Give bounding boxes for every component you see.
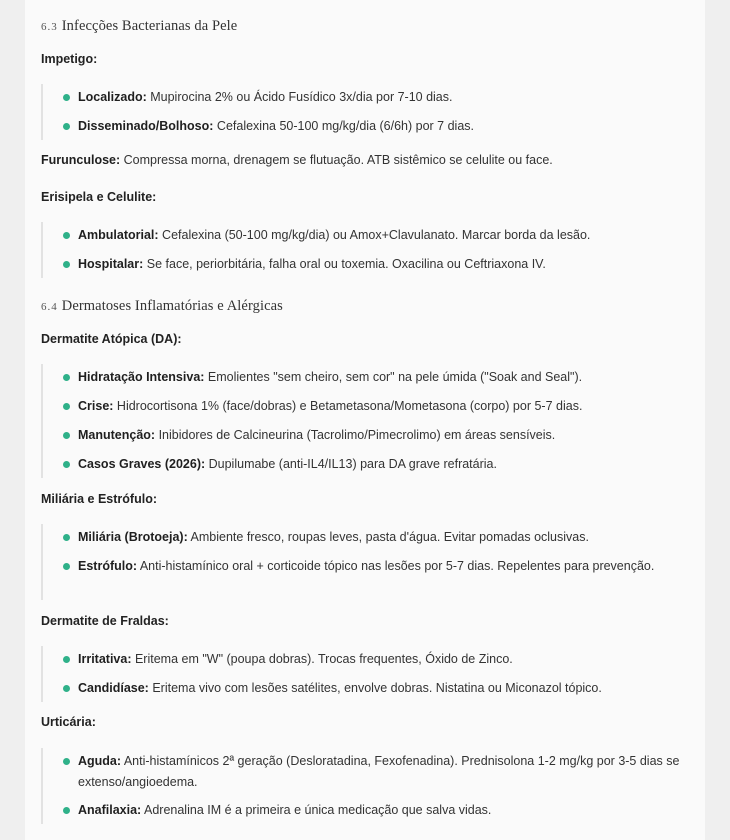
bullet-icon <box>63 261 70 268</box>
section-number: 6.4 <box>41 301 58 313</box>
item-label: Ambulatorial: <box>78 228 159 242</box>
item-text: Dupilumabe (anti-IL4/IL13) para DA grave refratária. <box>205 457 497 471</box>
item-label: Candidíase: <box>78 681 149 695</box>
heading-dermatite-fraldas: Dermatite de Fraldas: <box>41 614 169 628</box>
document-page <box>25 0 705 840</box>
bullet-icon <box>63 432 70 439</box>
list-item <box>63 678 693 699</box>
item-text: Ambiente fresco, roupas leves, pasta d'água. Evitar pomadas oclusivas. <box>187 530 589 544</box>
bullet-icon <box>63 656 70 663</box>
item-label: Casos Graves (2026): <box>78 457 206 471</box>
item-label: Localizado: <box>78 90 147 104</box>
item-label: Aguda: <box>78 754 122 768</box>
heading-urticaria: Urticária: <box>41 715 96 729</box>
list-item <box>63 116 693 137</box>
paragraph-text: Compressa morna, drenagem se flutuação. ATB sistêmico se celulite ou face. <box>120 153 553 167</box>
section-title-text: Infecções Bacterianas da Pele <box>61 18 238 34</box>
item-label: Irritativa: <box>78 652 132 666</box>
bullet-icon <box>63 461 70 468</box>
bullet-icon <box>63 403 70 410</box>
blockquote-dermatite-fraldas <box>41 646 693 702</box>
list-item <box>63 800 693 821</box>
list-item <box>63 649 693 670</box>
section-number: 6.3 <box>41 21 58 33</box>
item-text: Cefalexina 50-100 mg/kg/dia (6/6h) por 7 dias. <box>213 119 475 133</box>
list-item <box>63 556 693 577</box>
item-text: Emolientes "sem cheiro, sem cor" na pele úmida ("Soak and Seal"). <box>204 370 583 384</box>
list-item <box>63 751 693 793</box>
item-label: Hospitalar: <box>78 257 144 271</box>
blockquote-miliaria <box>41 524 693 600</box>
blockquote-impetigo <box>41 84 693 140</box>
bullet-icon <box>63 758 70 765</box>
bullet-icon <box>63 563 70 570</box>
bullet-icon <box>63 232 70 239</box>
heading-erisipela: Erisipela e Celulite: <box>41 190 157 204</box>
list-item <box>63 425 693 446</box>
item-text: Inibidores de Calcineurina (Tacrolimo/Pimecrolimo) em áreas sensíveis. <box>155 428 556 442</box>
item-text: Anti-histamínico oral + corticoide tópico nas lesões por 5-7 dias. Repelentes para prevenção. <box>137 559 655 573</box>
item-label: Anafilaxia: <box>78 803 142 817</box>
heading-miliaria: Miliária e Estrófulo: <box>41 492 157 506</box>
heading-impetigo: Impetigo: <box>41 52 98 66</box>
item-text: Eritema vivo com lesões satélites, envolve dobras. Nistatina ou Miconazol tópico. <box>148 681 602 695</box>
item-text: Adrenalina IM é a primeira e única medicação que salva vidas. <box>141 803 492 817</box>
bullet-icon <box>63 374 70 381</box>
heading-dermatite-atopica: Dermatite Atópica (DA): <box>41 332 182 346</box>
section-title-text: Dermatoses Inflamatórias e Alérgicas <box>61 298 283 314</box>
item-label: Hidratação Intensiva: <box>78 370 205 384</box>
item-label: Crise: <box>78 399 114 413</box>
list-item <box>63 87 693 108</box>
paragraph-label: Furunculose: <box>41 153 121 167</box>
item-text: Mupirocina 2% ou Ácido Fusídico 3x/dia por 7-10 dias. <box>146 90 453 104</box>
item-label: Disseminado/Bolhoso: <box>78 119 214 133</box>
bullet-icon <box>63 534 70 541</box>
list-item <box>63 396 693 417</box>
bullet-icon <box>63 685 70 692</box>
section-title-6-3 <box>41 18 237 35</box>
blockquote-dermatite-atopica <box>41 364 693 478</box>
item-text: Anti-histamínicos 2ª geração (Desloratadina, Fexofenadina). Prednisolona 1-2 mg/kg por 3-5 dias se extenso/angioedema. <box>78 754 680 789</box>
list-item <box>63 254 693 275</box>
blockquote-erisipela <box>41 222 693 278</box>
list-item <box>63 367 693 388</box>
item-label: Estrófulo: <box>78 559 138 573</box>
bullet-icon <box>63 123 70 130</box>
item-label: Miliária (Brotoeja): <box>78 530 188 544</box>
list-item <box>63 225 693 246</box>
bullet-icon <box>63 807 70 814</box>
item-text: Se face, periorbitária, falha oral ou toxemia. Oxacilina ou Ceftriaxona IV. <box>143 257 546 271</box>
blockquote-urticaria <box>41 748 693 824</box>
paragraph-furunculose <box>41 150 691 170</box>
list-item <box>63 527 693 548</box>
item-text: Cefalexina (50-100 mg/kg/dia) ou Amox+Clavulanato. Marcar borda da lesão. <box>158 228 591 242</box>
item-label: Manutenção: <box>78 428 156 442</box>
item-text: Hidrocortisona 1% (face/dobras) e Betametasona/Mometasona (corpo) por 5-7 dias. <box>113 399 583 413</box>
section-title-6-4 <box>41 298 283 315</box>
list-item <box>63 454 693 475</box>
bullet-icon <box>63 94 70 101</box>
item-text: Eritema em "W" (poupa dobras). Trocas frequentes, Óxido de Zinco. <box>131 652 513 666</box>
